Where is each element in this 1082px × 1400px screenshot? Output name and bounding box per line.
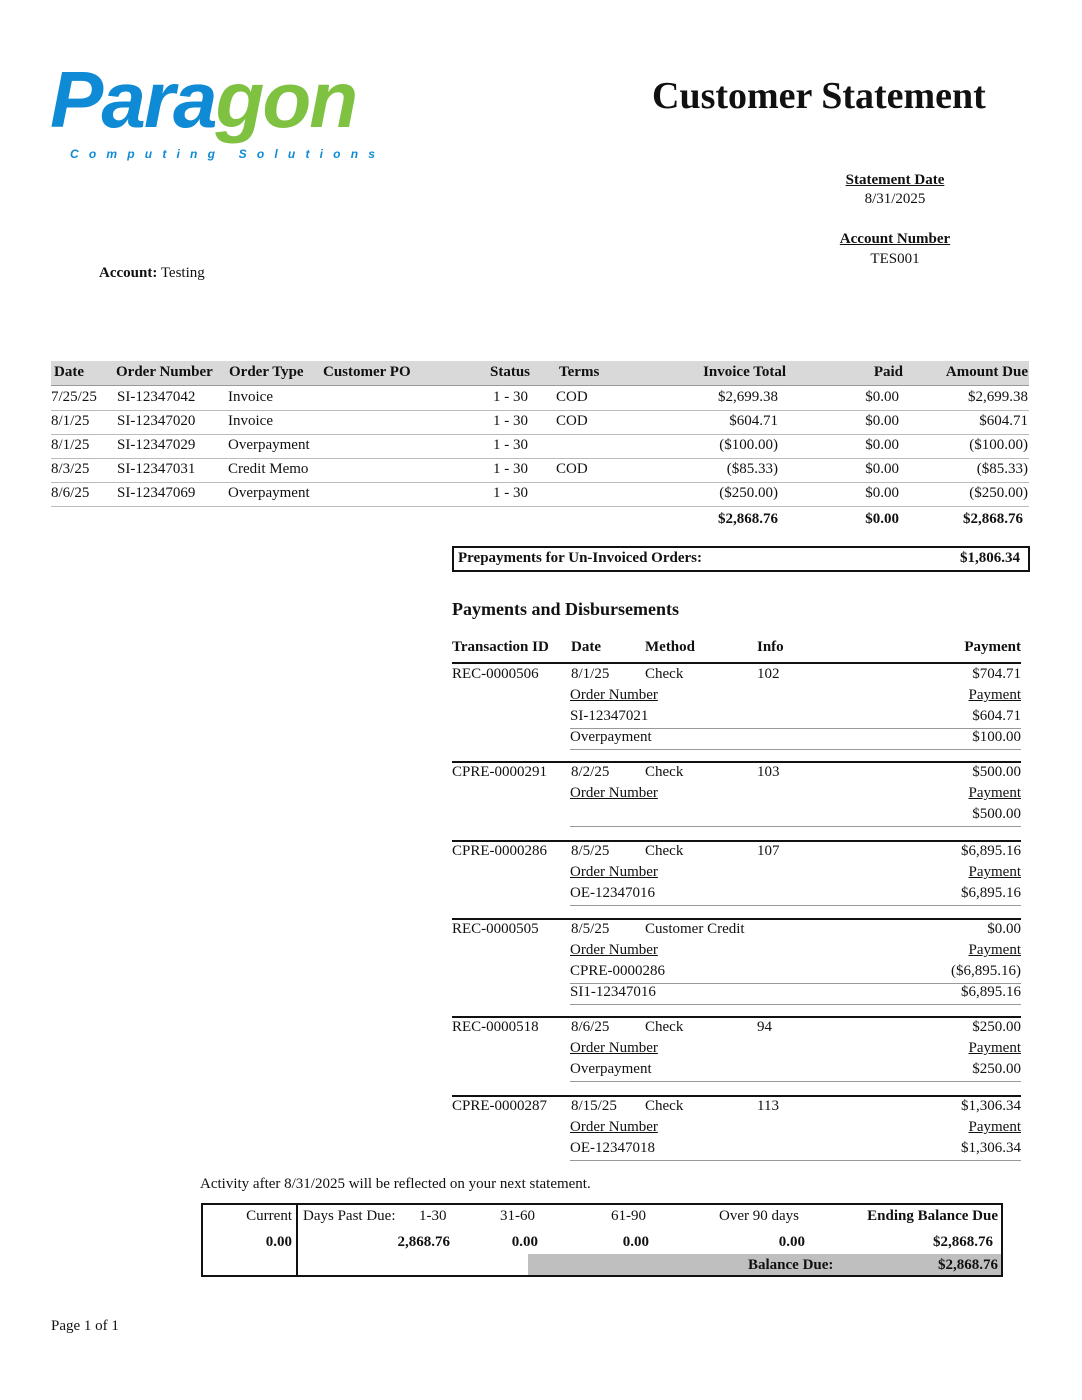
statement-date-value: 8/31/2025 [864,191,926,207]
transaction-subheader [452,1119,1021,1140]
col-transaction-id: Transaction ID [452,639,549,655]
payment-subheader: Payment [968,864,1021,880]
invoice-cell-terms: COD [556,461,588,477]
transaction-date: 8/15/25 [571,1098,617,1114]
prepayments-value: $1,806.34 [960,550,1020,566]
transaction-date: 8/5/25 [571,843,610,859]
order-number-subheader: Order Number [570,1040,658,1056]
col-date: Date [54,364,84,380]
detail-order-number: OE-12347018 [570,1140,655,1156]
invoice-cell-date: 8/1/25 [51,437,90,453]
invoice-row [51,459,1029,483]
detail-payment: ($6,895.16) [951,963,1021,979]
detail-separator [570,749,1021,750]
total-invoice: $2,868.76 [718,511,778,527]
transaction-divider [452,1095,1021,1097]
ending-balance-label: Ending Balance Due [867,1208,998,1224]
account-value: Testing [160,265,205,281]
logo-text-part2: gon [215,55,357,144]
aging-summary [201,1203,1003,1277]
invoice-cell-paid: $0.00 [865,437,899,453]
col-order-type: Order Type [229,364,304,380]
payment-subheader: Payment [968,785,1021,801]
transaction-method: Check [645,1098,684,1114]
invoice-cell-paid: $0.00 [865,485,899,501]
aging-1-30-label: 1-30 [419,1208,447,1224]
aging-31-60-label: 31-60 [500,1208,535,1224]
activity-note: Activity after 8/31/2025 will be reflected on your next statement. [200,1176,591,1192]
invoice-row [51,483,1029,507]
detail-separator [570,1081,1021,1082]
col-invoice-total: Invoice Total [703,364,786,380]
invoice-cell-status: 1 - 30 [493,437,528,453]
transaction-id: CPRE-0000287 [452,1098,548,1114]
detail-payment: $604.71 [972,708,1021,724]
detail-order-number: CPRE-0000286 [570,963,666,979]
aging-over-90-label: Over 90 days [719,1208,799,1224]
transaction-payment: $0.00 [987,921,1021,937]
col-status: Status [490,364,531,380]
page-title: Customer Statement [652,75,986,117]
transaction-date: 8/1/25 [571,666,610,682]
invoice-cell-order-type: Invoice [228,413,273,429]
payments-title: Payments and Disbursements [452,599,680,619]
company-logo [50,55,357,144]
detail-separator [570,826,1021,827]
transaction-info: 102 [757,666,780,682]
logo-text-part1: Para [50,55,216,144]
invoice-cell-date: 7/25/25 [51,389,97,405]
aging-current-value: 0.00 [265,1234,292,1250]
detail-payment: $100.00 [972,729,1021,745]
invoice-row [51,387,1029,411]
invoice-cell-invoice-total: $604.71 [729,413,778,429]
transaction-id: REC-0000505 [452,921,539,937]
invoice-cell-order-number: SI-12347029 [117,437,196,453]
order-number-subheader: Order Number [570,942,658,958]
invoice-cell-invoice-total: ($85.33) [726,461,778,477]
transaction-subheader [452,1040,1021,1061]
detail-payment: $250.00 [972,1061,1021,1077]
detail-order-number: Overpayment [570,729,652,745]
transaction-main-line [452,843,1021,864]
transaction-id: CPRE-0000291 [452,764,548,780]
col-terms: Terms [559,364,600,380]
payments-header [452,638,1021,664]
transaction-date: 8/5/25 [571,921,610,937]
payment-subheader: Payment [968,687,1021,703]
detail-separator [570,905,1021,906]
detail-payment: $1,306.34 [961,1140,1021,1156]
account-line [99,265,205,282]
invoice-cell-date: 8/6/25 [51,485,90,501]
transaction-info: 107 [757,843,780,859]
invoice-cell-status: 1 - 30 [493,413,528,429]
transaction-main-line [452,921,1021,942]
transaction-detail-line [452,729,1021,750]
invoice-cell-order-type: Invoice [228,389,273,405]
transaction-payment: $704.71 [972,666,1021,682]
invoice-cell-order-type: Overpayment [228,485,310,501]
prepayments-label: Prepayments for Un-Invoiced Orders: [458,550,702,566]
col-pay-date: Date [571,639,601,655]
transaction-divider [452,1016,1021,1018]
invoice-cell-status: 1 - 30 [493,389,528,405]
invoice-cell-amount-due: ($85.33) [976,461,1028,477]
aging-divider [296,1205,298,1275]
transaction-info: 94 [757,1019,772,1035]
invoice-totals-row [51,509,1029,531]
col-amount-due: Amount Due [945,364,1028,380]
balance-due-value: $2,868.76 [938,1257,998,1273]
transaction-divider [452,840,1021,842]
aging-current-label: Current [246,1208,292,1224]
account-number-value: TES001 [870,251,920,267]
invoice-cell-invoice-total: ($250.00) [719,485,778,501]
invoice-cell-amount-due: ($100.00) [969,437,1028,453]
invoice-cell-amount-due: $2,699.38 [968,389,1028,405]
invoice-row [51,435,1029,459]
transaction-detail-line [452,963,1021,984]
transaction-method: Check [645,843,684,859]
total-paid: $0.00 [865,511,899,527]
transaction-subheader [452,864,1021,885]
ending-balance-value: $2,868.76 [933,1234,993,1250]
transaction-main-line [452,1019,1021,1040]
col-payment: Payment [964,639,1021,655]
transaction-info: 113 [757,1098,779,1114]
payment-subheader: Payment [968,1119,1021,1135]
transaction-detail-line [452,1140,1021,1161]
transaction-payment: $1,306.34 [961,1098,1021,1114]
transaction-method: Check [645,1019,684,1035]
transaction-main-line [452,764,1021,785]
detail-separator [570,1004,1021,1005]
transaction-subheader [452,687,1021,708]
transaction-info: 103 [757,764,780,780]
aging-31-60-value: 0.00 [511,1234,538,1250]
transaction-detail-line [452,1061,1021,1082]
transaction-payment: $6,895.16 [961,843,1021,859]
invoice-cell-order-number: SI-12347031 [117,461,196,477]
invoice-cell-invoice-total: $2,699.38 [718,389,778,405]
transaction-id: REC-0000518 [452,1019,539,1035]
transaction-detail-line [452,708,1021,729]
detail-payment: $6,895.16 [961,984,1021,1000]
invoice-cell-status: 1 - 30 [493,461,528,477]
col-info: Info [757,639,784,655]
invoice-cell-status: 1 - 30 [493,485,528,501]
order-number-subheader: Order Number [570,1119,658,1135]
col-paid: Paid [873,364,903,380]
detail-separator [570,1160,1021,1161]
aging-61-90-value: 0.00 [622,1234,649,1250]
transaction-divider [452,918,1021,920]
payment-subheader: Payment [968,1040,1021,1056]
aging-1-30-value: 2,868.76 [397,1234,450,1250]
invoice-cell-paid: $0.00 [865,461,899,477]
invoice-cell-amount-due: $604.71 [979,413,1028,429]
transaction-id: REC-0000506 [452,666,539,682]
order-number-subheader: Order Number [570,687,658,703]
account-number-label: Account Number [839,231,951,247]
invoice-cell-order-number: SI-12347042 [117,389,196,405]
invoice-cell-date: 8/3/25 [51,461,90,477]
logo-tagline: Computing Solutions [70,147,386,161]
statement-date-label: Statement Date [845,172,945,188]
aging-days-past-due-label: Days Past Due: [303,1208,396,1224]
detail-order-number: SI1-12347016 [570,984,656,1000]
account-label: Account: [99,265,158,281]
invoice-cell-order-number: SI-12347020 [117,413,196,429]
transaction-detail-line [452,885,1021,906]
invoice-cell-invoice-total: ($100.00) [719,437,778,453]
detail-payment: $6,895.16 [961,885,1021,901]
col-order-number: Order Number [116,364,213,380]
detail-order-number: OE-12347016 [570,885,655,901]
invoice-cell-order-number: SI-12347069 [117,485,196,501]
page-number: Page 1 of 1 [51,1318,119,1334]
invoice-cell-date: 8/1/25 [51,413,90,429]
col-customer-po: Customer PO [323,364,411,380]
transaction-date: 8/2/25 [571,764,610,780]
transaction-detail-line [452,984,1021,1005]
invoice-cell-amount-due: ($250.00) [969,485,1028,501]
prepayments-box [452,546,1030,572]
transaction-detail-line [452,806,1021,827]
detail-order-number: SI-12347021 [570,708,649,724]
invoice-cell-order-type: Credit Memo [228,461,309,477]
invoice-cell-terms: COD [556,389,588,405]
aging-over-90-value: 0.00 [778,1234,805,1250]
order-number-subheader: Order Number [570,785,658,801]
transaction-subheader [452,942,1021,963]
balance-due-label: Balance Due: [748,1257,834,1273]
transaction-main-line [452,1098,1021,1119]
transaction-payment: $250.00 [972,1019,1021,1035]
transaction-method: Check [645,666,684,682]
invoice-row [51,411,1029,435]
invoice-cell-terms: COD [556,413,588,429]
transaction-method: Check [645,764,684,780]
transaction-divider [452,761,1021,763]
detail-payment: $500.00 [972,806,1021,822]
invoice-table-header [51,361,1029,386]
transaction-id: CPRE-0000286 [452,843,548,859]
transaction-subheader [452,785,1021,806]
transaction-method: Customer Credit [645,921,745,937]
order-number-subheader: Order Number [570,864,658,880]
transaction-date: 8/6/25 [571,1019,610,1035]
invoice-cell-paid: $0.00 [865,389,899,405]
invoice-cell-order-type: Overpayment [228,437,310,453]
total-amount-due: $2,868.76 [963,511,1023,527]
detail-order-number: Overpayment [570,1061,652,1077]
invoice-cell-paid: $0.00 [865,413,899,429]
col-method: Method [645,639,695,655]
transaction-payment: $500.00 [972,764,1021,780]
transaction-main-line [452,666,1021,687]
payment-subheader: Payment [968,942,1021,958]
aging-61-90-label: 61-90 [611,1208,646,1224]
